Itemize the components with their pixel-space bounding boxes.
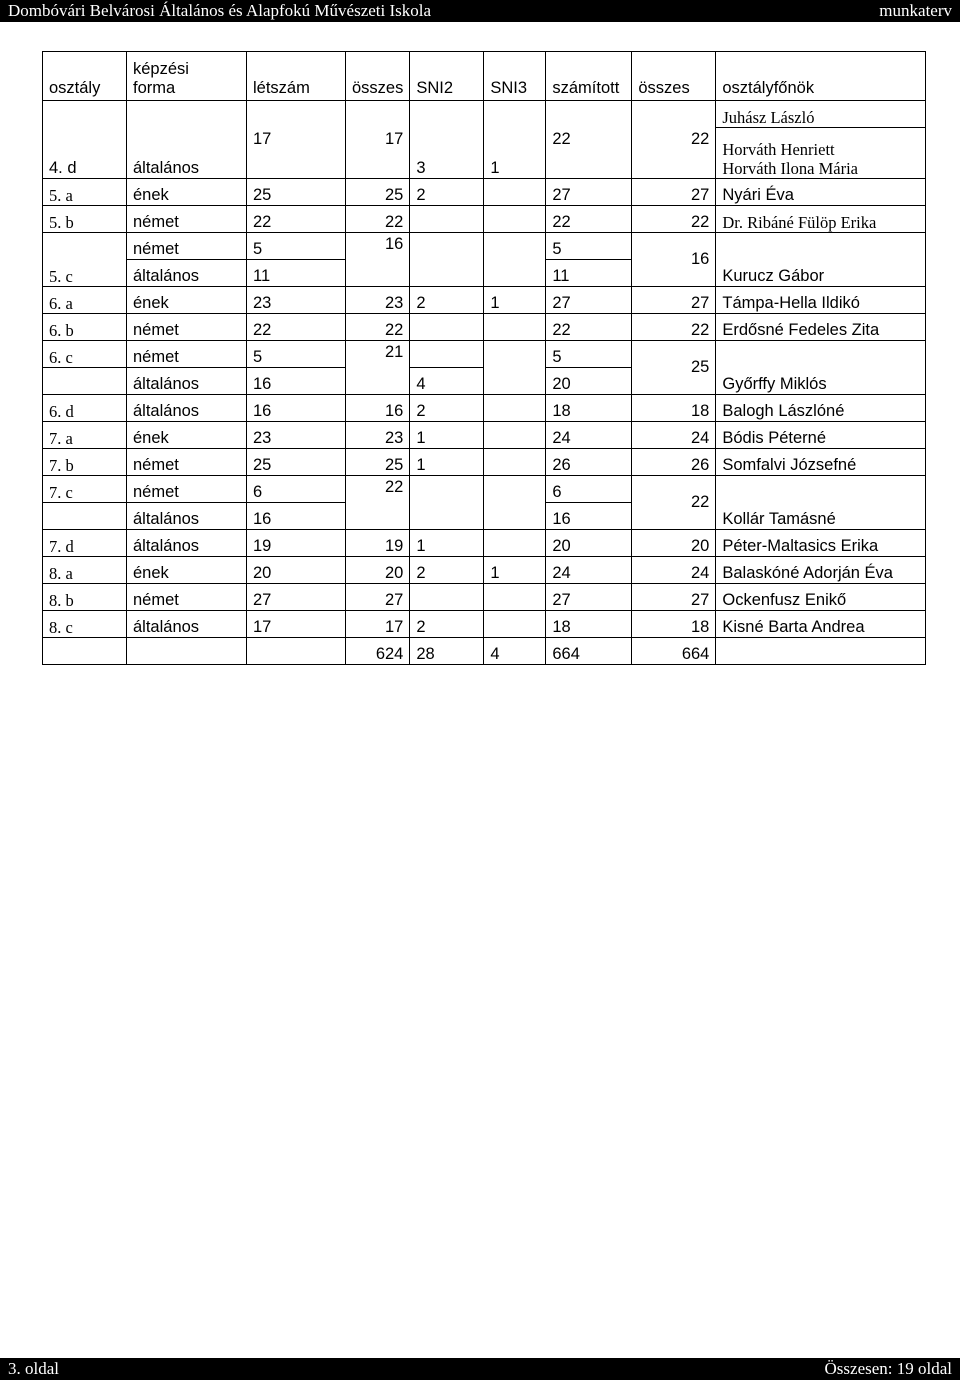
table-row [43,530,926,557]
cell-sni3 [484,395,546,422]
cell-letszam: 16 [247,503,346,530]
cell-osszes: 25 [346,449,410,476]
cell-forma: ének [127,557,247,584]
col-header-sni3: SNI3 [484,52,546,101]
cell-forma: német [127,476,247,503]
table-row [43,341,926,368]
cell-letszam: 22 [247,314,346,341]
cell-forma: általános [127,395,247,422]
cell-osszes: 23 [346,422,410,449]
col-header-kepzesi-forma [127,52,247,101]
cell-sni3 [484,422,546,449]
cell-forma: ének [127,287,247,314]
cell-osztaly: 8. c [43,611,127,638]
cell-osszes: 22 [346,314,410,341]
cell-szamitott: 20 [546,530,632,557]
total-osszes: 624 [346,638,410,665]
cell-osztaly: 6. d [43,395,127,422]
cell-osztaly: 6. c [43,341,127,368]
cell-szamitott: 22 [546,314,632,341]
cell-osztalyfonok: Ockenfusz Enikő [716,584,926,611]
cell-szamitott: 16 [546,503,632,530]
cell-osztaly: 7. d [43,530,127,557]
cell-osztalyfonok: Balogh Lászlóné [716,395,926,422]
cell-osszes: 17 [346,101,410,179]
cell-sni3: 1 [484,101,546,179]
cell-szamitott: 20 [546,368,632,395]
cell-letszam: 27 [247,584,346,611]
col-header-osszes2: összes [632,52,716,101]
cell-forma: német [127,449,247,476]
cell-sni2 [410,206,484,233]
table-row [43,422,926,449]
cell-osztalyfonok: Nyári Éva [716,179,926,206]
col-header-letszam: létszám [247,52,346,101]
cell-osszes2: 22 [632,206,716,233]
cell-forma: német [127,206,247,233]
school-name: Dombóvári Belvárosi Általános és Alapfokú Művészeti Iskola [8,1,432,20]
cell-letszam: 17 [247,101,346,179]
cell-szamitott: 22 [546,206,632,233]
table-row [43,314,926,341]
cell-sni3 [484,476,546,530]
ofo-name: Horváth Henriett [722,140,835,159]
cell-szamitott: 5 [546,233,632,260]
cell-szamitott: 18 [546,395,632,422]
header-forma-line2: forma [133,79,176,97]
cell-forma: ének [127,179,247,206]
cell-osztaly: 8. a [43,557,127,584]
cell-szamitott: 18 [546,611,632,638]
cell-osztalyfonok: Péter-Maltasics Erika [716,530,926,557]
cell-letszam: 11 [247,260,346,287]
cell-osztaly: 5. a [43,179,127,206]
col-header-osszes: összes [346,52,410,101]
cell-osztaly: 7. c [43,476,127,503]
cell-osztalyfonok: Balaskóné Adorján Éva [716,557,926,584]
cell-osszes2: 24 [632,557,716,584]
cell-szamitott: 24 [546,557,632,584]
cell-sni2 [410,476,484,530]
header-row [43,52,926,101]
cell-osztaly [43,503,127,530]
table-row [43,557,926,584]
cell-osszes: 17 [346,611,410,638]
cell-letszam: 23 [247,422,346,449]
cell-sni3 [484,206,546,233]
cell-osszes: 16 [346,395,410,422]
table-row [43,611,926,638]
table-row [43,476,926,503]
cell-osszes: 23 [346,287,410,314]
cell-osztalyfonok: Kurucz Gábor [716,233,926,287]
cell-osztaly: 5. b [43,206,127,233]
cell-sni3 [484,314,546,341]
page-number: 3. oldal [8,1359,59,1378]
cell-szamitott: 5 [546,341,632,368]
cell-sni3 [484,233,546,287]
cell-osszes2: 20 [632,530,716,557]
cell-forma: német [127,341,247,368]
cell-szamitott: 24 [546,422,632,449]
table-row [43,395,926,422]
cell-osszes: 19 [346,530,410,557]
cell-sni3 [484,584,546,611]
cell-osztaly: 7. a [43,422,127,449]
table-row [43,206,926,233]
cell-osztaly [43,638,127,665]
cell-osztaly: 8. b [43,584,127,611]
cell-letszam: 5 [247,233,346,260]
page-footer [0,1358,960,1380]
cell-forma: német [127,314,247,341]
cell-forma: általános [127,260,247,287]
cell-osszes: 25 [346,179,410,206]
cell-letszam: 16 [247,395,346,422]
cell-szamitott: 27 [546,287,632,314]
cell-forma: német [127,584,247,611]
totals-row [43,638,926,665]
cell-osztaly [43,368,127,395]
cell-sni2 [410,233,484,287]
cell-szamitott: 26 [546,449,632,476]
cell-letszam: 17 [247,611,346,638]
cell-osszes: 21 [346,341,410,395]
cell-forma: általános [127,368,247,395]
cell-osszes2: 26 [632,449,716,476]
cell-sni3 [484,530,546,557]
cell-sni2: 1 [410,449,484,476]
table-row [43,233,926,260]
cell-szamitott: 11 [546,260,632,287]
cell-sni3 [484,179,546,206]
table-row [43,101,926,128]
total-szamitott: 664 [546,638,632,665]
cell-sni2 [410,314,484,341]
cell-osszes2: 18 [632,395,716,422]
table-row [43,584,926,611]
total-sni2: 28 [410,638,484,665]
cell-sni2: 2 [410,395,484,422]
cell-osszes: 22 [346,476,410,530]
page-header [0,0,960,22]
cell-sni2: 2 [410,611,484,638]
class-table [42,51,926,665]
cell-osztaly: 6. a [43,287,127,314]
col-header-osztaly: osztály [43,52,127,101]
cell-osztalyfonok: Dr. Ribáné Fülöp Erika [716,206,926,233]
cell-osszes: 27 [346,584,410,611]
table-row [43,179,926,206]
ofo-name: Horváth Ilona Mária [722,159,858,178]
cell-sni2: 4 [410,368,484,395]
cell-osszes2: 27 [632,287,716,314]
cell-sni3: 1 [484,287,546,314]
cell-osszes: 16 [346,233,410,287]
cell-osztalyfonok: Bódis Péterné [716,422,926,449]
col-header-osztalyfonok: osztályfőnök [716,52,926,101]
cell-osztaly: 5. c [43,233,127,287]
cell-sni2: 2 [410,179,484,206]
cell-szamitott: 22 [546,101,632,179]
cell-osszes2: 22 [632,314,716,341]
cell-sni3 [484,611,546,638]
cell-letszam [247,638,346,665]
cell-osszes2: 18 [632,611,716,638]
cell-forma: német [127,233,247,260]
cell-letszam: 22 [247,206,346,233]
cell-osztaly: 4. d [43,101,127,179]
cell-osszes: 20 [346,557,410,584]
cell-sni2: 3 [410,101,484,179]
col-header-szamitott: számított [546,52,632,101]
cell-forma [127,638,247,665]
cell-osztaly: 6. b [43,314,127,341]
cell-sni2: 2 [410,557,484,584]
cell-letszam: 25 [247,179,346,206]
header-forma-line1: képzési [133,60,189,78]
table-row [43,449,926,476]
cell-osztalyfonok: Juhász László [716,101,926,128]
cell-sni3 [484,341,546,395]
cell-letszam: 23 [247,287,346,314]
cell-letszam: 25 [247,449,346,476]
cell-osztalyfonok [716,128,926,179]
cell-letszam: 16 [247,368,346,395]
total-sni3: 4 [484,638,546,665]
cell-osztalyfonok: Támpa-Hella Ildikó [716,287,926,314]
cell-szamitott: 6 [546,476,632,503]
cell-osztaly: 7. b [43,449,127,476]
total-osszes2: 664 [632,638,716,665]
cell-sni2: 1 [410,530,484,557]
cell-sni2: 1 [410,422,484,449]
cell-osszes2: 24 [632,422,716,449]
cell-osztalyfonok: Kollár Tamásné [716,476,926,530]
cell-osztalyfonok [716,638,926,665]
cell-letszam: 5 [247,341,346,368]
cell-osztalyfonok: Győrffy Miklós [716,341,926,395]
cell-osszes2: 22 [632,476,716,530]
document-type: munkaterv [879,1,952,20]
table-row [43,287,926,314]
cell-osztalyfonok: Erdősné Fedeles Zita [716,314,926,341]
col-header-sni2: SNI2 [410,52,484,101]
cell-osztalyfonok: Somfalvi Józsefné [716,449,926,476]
cell-szamitott: 27 [546,179,632,206]
cell-osszes: 22 [346,206,410,233]
cell-osszes2: 25 [632,341,716,395]
cell-sni3 [484,449,546,476]
cell-forma: általános [127,530,247,557]
cell-osszes2: 16 [632,233,716,287]
cell-sni2 [410,341,484,368]
cell-letszam: 20 [247,557,346,584]
page-total: Összesen: 19 oldal [824,1359,952,1378]
cell-sni3: 1 [484,557,546,584]
cell-forma: általános [127,101,247,179]
cell-forma: általános [127,611,247,638]
cell-forma: általános [127,503,247,530]
cell-szamitott: 27 [546,584,632,611]
cell-osszes2: 22 [632,101,716,179]
cell-letszam: 6 [247,476,346,503]
cell-osztalyfonok: Kisné Barta Andrea [716,611,926,638]
cell-osszes2: 27 [632,179,716,206]
cell-letszam: 19 [247,530,346,557]
cell-forma: ének [127,422,247,449]
cell-sni2: 2 [410,287,484,314]
cell-sni2 [410,584,484,611]
cell-osszes2: 27 [632,584,716,611]
